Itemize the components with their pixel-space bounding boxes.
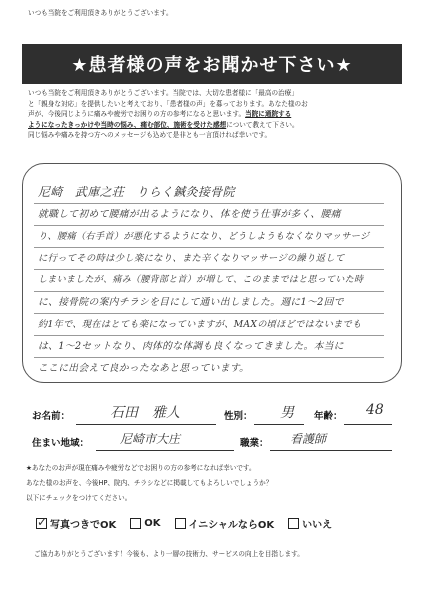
greeting: いつも当院をご利用頂きありがとうございます。 [28,9,173,17]
intro-line: 同じ悩みや痛みを持つ方へのメッセージも込めて是非とも一言頂ければ幸いです。 [28,131,272,140]
gender-label: 性別： [224,411,253,422]
job-underline [270,450,392,451]
gender-value: 男 [280,405,294,421]
handwritten-line: 尼崎 武庫之荘 りらく鍼灸接骨院 [38,185,235,199]
thanks-text: ご協力ありがとうございます！今後も、より一層の技術力、サービスの向上を目指します。 [34,550,304,558]
handwritten-line: り、腰痛（右手首）が悪化するようになり、どうしようもなくなりマッサージ [38,231,370,242]
job-label: 職業： [240,438,269,449]
intro-line: と「親身な対応」を提供したいと考えており、「患者様の声」を募っております。あなた様のお [28,99,308,108]
ruled-line [34,247,384,248]
permission-options [36,516,332,531]
age-underline [344,424,392,425]
option-ok[interactable] [130,516,160,531]
intro-line: いつも当院をご利用頂きありがとうございます。当院では、大切な患者様に「最高の治療」 [28,89,298,97]
note-line: 以下にチェックをつけてください。 [26,494,132,502]
handwritten-line: ここに出会えて良かったなあと思っています。 [38,363,250,374]
option-label: OK [144,518,161,529]
handwritten-line: は、1〜2セットなり、肉体的な体調も良くなってきました。本当に [38,341,344,352]
note-line: あなた様のお声を、今後HP、院内、チラシなどに掲載してもよろしいでしょうか？ [26,479,273,487]
ruled-line [34,313,384,314]
intro-line: 声が、今後同じように痛みや疲労でお困りの方の参考になると思います。当院に通院する [28,110,292,119]
address-label: 住まい地域： [32,438,90,449]
option-label: いいえ [302,520,333,531]
option-photo-ok[interactable] [36,516,116,531]
ruled-line [34,203,384,204]
ruled-line [34,269,384,270]
address-value: 尼崎市大庄 [120,432,181,446]
option-no[interactable] [288,516,332,531]
name-underline [76,424,216,425]
note-line: ★あなたのお声が現在痛みや疲労などでお困りの方の参考になれば幸いです。 [26,464,256,472]
gender-underline [254,424,304,425]
checkbox[interactable] [175,518,186,529]
option-label: イニシャルならOK [188,520,275,531]
handwritten-line: 就職して初めて腰痛が出るようになり、体を使う仕事が多く、腰痛 [38,209,341,220]
check-mark-icon: ✓ [37,515,48,529]
option-initial-ok[interactable] [175,516,275,531]
handwritten-line: 約1年で、現在はとても楽になっていますが、MAXの頃ほどではないまでも [38,319,362,330]
intro-emphasis: ようになったきっかけや当時の悩み、痛む部位、施術を受けた感想 [28,120,227,129]
name-label: お名前： [32,411,71,422]
ruled-line [34,225,384,226]
job-value: 看護師 [290,432,327,446]
ruled-line [34,357,384,358]
handwritten-line: しまいましたが、痛み（腰背部と首）が増して、このままではと思っていた時 [38,275,364,285]
checkbox[interactable] [36,515,48,529]
handwritten-line: に、接骨院の案内チラシを目にして通い出しました。週に1〜2回で [38,297,344,308]
intro-line: ようになったきっかけや当時の悩み、痛む部位、施術を受けた感想について教えて下さい。 [28,120,299,129]
intro-emphasis: 当院に通院する [245,110,292,119]
ruled-line [34,291,384,292]
checkbox[interactable] [288,518,299,529]
ruled-line [34,335,384,336]
page-title: ★患者様の声をお聞かせ下さい★ [22,44,402,84]
age-label: 年齢： [314,411,343,422]
option-label: 写真つきでOK [50,520,117,531]
name-value: 石田 雅人 [110,405,180,421]
handwritten-line: に行ってその時は少し楽になり、また辛くなりマッサージの繰り返して [38,253,345,264]
address-underline [96,450,234,451]
age-value: 48 [366,402,384,418]
intro-text [28,88,400,141]
checkbox[interactable] [130,518,141,529]
